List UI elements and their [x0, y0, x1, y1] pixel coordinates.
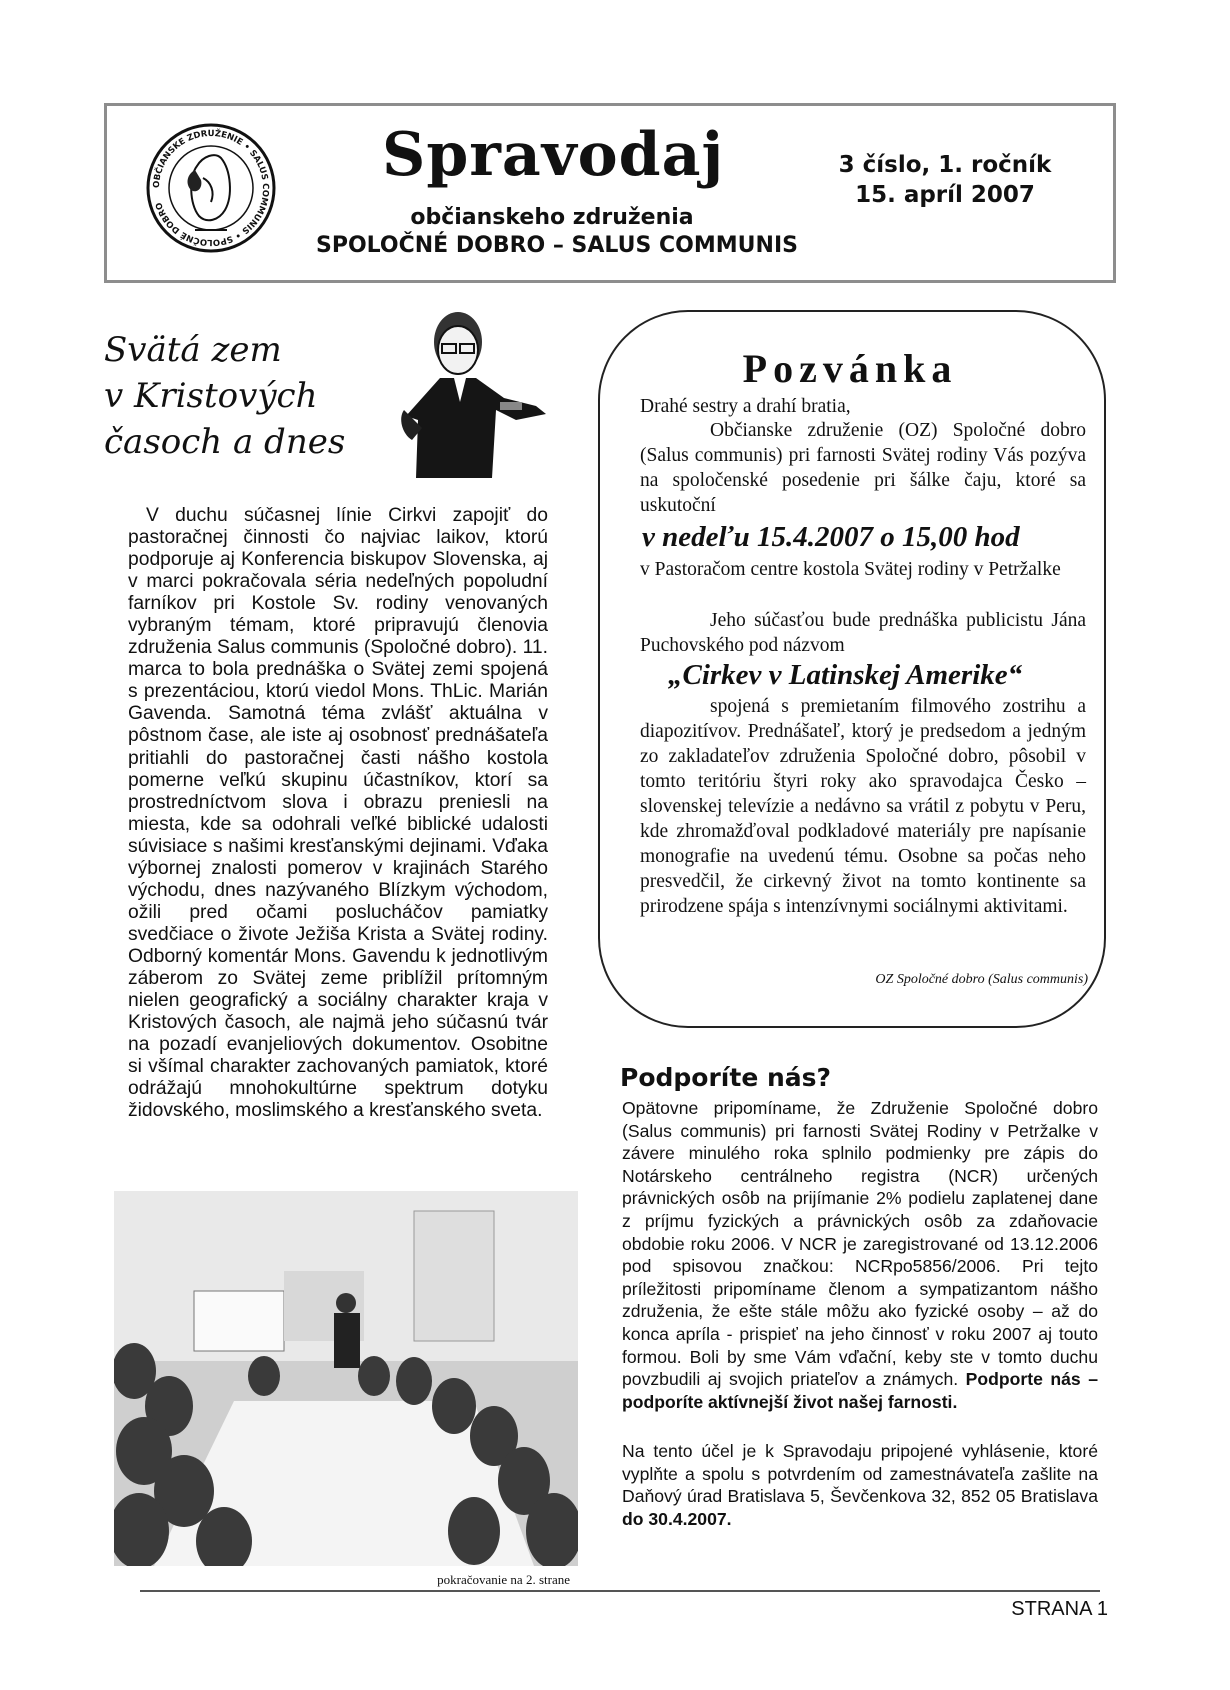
photo-caption: pokračovanie na 2. strane [437, 1572, 570, 1587]
invitation-title: Pozvánka [742, 346, 958, 391]
lecture-photo [114, 1191, 578, 1566]
article-title-line1: Svätá zem [104, 330, 282, 370]
footer-divider [140, 1590, 1100, 1592]
lecture-title: „Cirkev v Latinskej Amerike“ [668, 659, 1023, 691]
article-paragraph: V duchu súčasnej línie Cirkvi zapojiť do pastoračnej činnosti čo najviac laikov, ktorú podporuje aj Konferencia biskupov Slovenska, aj v marci pokračovala séria nedeľných popoludní farníkov pri Kostole Sv. rodiny venovaných vybraným témam, ktoré pripravujú členovia združenia Salus communis (Spoločné dobro). 11. marca to bola prednáška o Svätej zemi spojená s prezentáciou, ktorú viedol Mons. ThLic. Marián Gavenda. Samotná téma zvlášť aktuálna v pôstnom čase, ale iste aj osobnosť prednášateľa pritiahli do pastoračnej časti nášho kostola pomerne veľkú skupinu účastníkov, ktorí sa prostredníctvom slova i obrazu preniesli na miesta, kde sa odohrali veľké biblické udalosti súvisiace s našimi kresťanskými dejinami. Vďaka výbornej znalosti pomerov v krajinách Starého východu, dnes nazývaného Blízkym východom, ožili pred očami poslucháčov pamiatky svedčiace o živote Ježiša Krista a Svätej rodiny. Odborný komentár Mons. Gavendu k jednotlivým záberom zo Svätej zeme priblížil prítomným nielen geografický a sociálny charakter kraja v Kristových časoch, ale najmä jeho súčasnú tvár na pozadí evanjeliových dokumentov. Osobitne si všímal charakter zachovaných pamiatok, ktoré odrážajú mnohokultúrne spektrum dotyku židovského, moslimského a kresťanského sveta. [128, 505, 548, 1122]
association-name: SPOLOČNÉ DOBRO – SALUS COMMUNIS [316, 233, 798, 258]
issue-date: 15. apríl 2007 [855, 182, 1035, 208]
support-paragraph-1 [622, 1097, 1098, 1413]
support-text: Opätovne pripomíname, že Združenie Spoločné dobro (Salus communis) pri farnosti Svätej Rodiny v Petržalke v závere minulého roka splnilo podmienky pre zápis do Notárskeho centrálneho registra (NCR) určených právnických osôb na prijímanie 2% podielu zaplatenej dane z príjmu fyzických a právnických osôb za zdaňovacie obdobie roku 2006. V NCR je zaregistrované od 13.12.2006 pod spisovou značkou: NCRpo5856/2006. Pri tejto príležitosti pripomíname členom a sympatizantom nášho združenia, že ešte stále môžu ako fyzické osoby – až do konca apríla - prispieť na jeho činnosť v roku 2007 aj touto formou. Boli by sme Vám vďační, keby ste v tomto duchu povzbudili aj svojich priateľov a známych. [622, 1098, 1098, 1390]
invitation-date: v nedeľu 15.4.2007 o 15,00 hod [642, 521, 1020, 553]
invitation-signature: OZ Spoločné dobro (Salus communis) [875, 972, 1088, 987]
invitation-paragraph-1: Občianske združenie (OZ) Spoločné dobro (Salus communis) pri farnosti Svätej rodiny Vás pozýva na spoločenské posedenie pri šálke čaju, ktoré sa uskutoční [640, 420, 1086, 516]
article-title-line2: v Kristových [104, 376, 318, 416]
newsletter-title: Spravodaj [382, 120, 725, 190]
support-deadline: do 30.4.2007. [622, 1508, 732, 1529]
issue-number: 3 číslo, 1. ročník [838, 152, 1052, 178]
lecturer-portrait [396, 310, 586, 480]
support-callout: Podporte nás – podporíte aktívnejší život našej farnosti. [622, 1369, 1099, 1412]
support-heading: Podporíte nás? [620, 1063, 832, 1092]
support-instructions: Na tento účel je k Spravodaju pripojené vyhlásenie, ktoré vyplňte a spolu s potvrdením od zamestnávateľa zašlite na Daňový úrad Bratislava 5, Ševčenkova 32, 852 05 Bratislava [622, 1441, 1098, 1507]
article-title-line3: časoch a dnes [104, 422, 346, 462]
support-paragraph-2 [622, 1440, 1098, 1530]
invitation-greeting: Drahé sestry a drahí bratia, [640, 396, 851, 417]
invitation-paragraph-3: Jeho súčasťou bude prednáška publicistu Jána Puchovského pod názvom [640, 610, 1086, 656]
association-logo [145, 118, 277, 258]
invitation-venue: v Pastoračom centre kostola Svätej rodiny v Petržalke [640, 559, 1061, 580]
page-number: STRANA 1 [1011, 1598, 1108, 1620]
newsletter-subtitle: občianskeho združenia [410, 205, 694, 230]
invitation-paragraph-4: spojená s premietaním filmového zostrihu a diapozitívov. Prednášateľ, ktorý je predsedom a jedným zo zakladateľov združenia Spoločné dobro, pôsobil v tomto teritóriu štyri roky ako spravodajca Česko – slovenskej televízie a nedávno sa vrátil z pobytu v Peru, kde zhromažďoval podkladové materiály pre napísanie monografie na uvedenú tému. Osobne sa počas neho presvedčil, že cirkevný život na tomto kontinente sa prirodzene spája s intenzívnymi sociálnymi aktivitami. [640, 696, 1086, 917]
article-body [128, 505, 548, 1122]
logo-ring-text: OBČIANSKE ZDRUŽENIE • SALUS COMMUNIS • SPOLOČNÉ DOBRO [151, 128, 271, 248]
